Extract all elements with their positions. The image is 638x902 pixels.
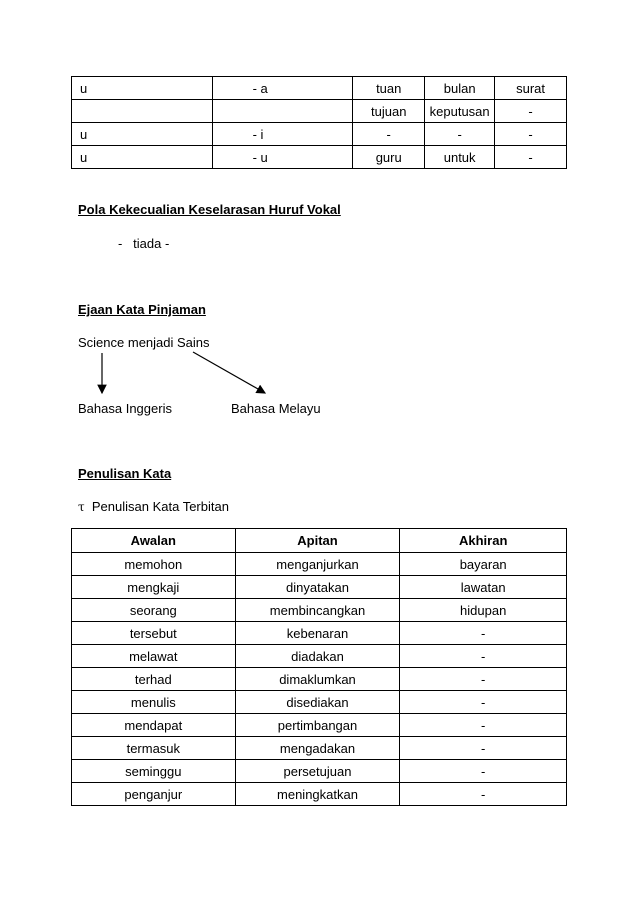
sub-heading: Penulisan Kata Terbitan — [91, 499, 229, 514]
table-row — [72, 691, 567, 714]
table-cell: bayaran — [400, 553, 567, 576]
sub-heading-row — [78, 499, 229, 514]
table-cell: guru — [353, 146, 425, 169]
derivative-words-table — [71, 528, 567, 806]
table-cell: - — [495, 146, 567, 169]
table-row — [72, 783, 567, 806]
exception-item: - tiada - — [118, 236, 170, 251]
table-cell: penganjur — [72, 783, 236, 806]
table-cell: - — [400, 691, 567, 714]
table-header-row — [72, 529, 567, 553]
table-cell: mengadakan — [235, 737, 400, 760]
table-row — [72, 576, 567, 599]
table-row — [72, 599, 567, 622]
table-cell: hidupan — [400, 599, 567, 622]
table-row — [72, 553, 567, 576]
table-cell: seorang — [72, 599, 236, 622]
table-cell: meningkatkan — [235, 783, 400, 806]
table-cell: - — [400, 737, 567, 760]
table-cell: - a — [212, 77, 353, 100]
arrow-diagonal — [193, 352, 265, 393]
table-cell: seminggu — [72, 760, 236, 783]
loanword-heading: Ejaan Kata Pinjaman — [78, 302, 206, 317]
table-cell: mendapat — [72, 714, 236, 737]
header-apitan: Apitan — [235, 529, 400, 553]
table-cell: untuk — [425, 146, 495, 169]
table-cell: keputusan — [425, 100, 495, 123]
table-cell: u — [72, 77, 213, 100]
table-cell: - — [400, 783, 567, 806]
table-cell: - — [425, 123, 495, 146]
table-row — [72, 714, 567, 737]
table-cell: u — [72, 123, 213, 146]
check-icon: τ — [78, 500, 85, 514]
table-cell: menganjurkan — [235, 553, 400, 576]
table-cell: persetujuan — [235, 760, 400, 783]
table-cell: tujuan — [353, 100, 425, 123]
table-cell: - — [400, 645, 567, 668]
table-cell: menulis — [72, 691, 236, 714]
table-cell: dinyatakan — [235, 576, 400, 599]
table-cell: - — [400, 622, 567, 645]
header-akhiran: Akhiran — [400, 529, 567, 553]
table-cell: pertimbangan — [235, 714, 400, 737]
table-cell: - — [495, 123, 567, 146]
table-cell: mengkaji — [72, 576, 236, 599]
table-cell: - i — [212, 123, 353, 146]
table-cell: - u — [212, 146, 353, 169]
table-cell: memohon — [72, 553, 236, 576]
table-row — [72, 645, 567, 668]
table-cell: bulan — [425, 77, 495, 100]
table-cell: dimaklumkan — [235, 668, 400, 691]
table-row — [72, 737, 567, 760]
header-awalan: Awalan — [72, 529, 236, 553]
table-cell: terhad — [72, 668, 236, 691]
table-cell: - — [400, 714, 567, 737]
table-cell: - — [400, 760, 567, 783]
table-cell: lawatan — [400, 576, 567, 599]
table-cell: - — [400, 668, 567, 691]
table-row — [72, 668, 567, 691]
writing-heading: Penulisan Kata — [78, 466, 172, 481]
table-cell: membincangkan — [235, 599, 400, 622]
table-cell: melawat — [72, 645, 236, 668]
table-cell: tuan — [353, 77, 425, 100]
table-row — [72, 622, 567, 645]
table-cell: surat — [495, 77, 567, 100]
table-cell: termasuk — [72, 737, 236, 760]
label-bahasa-melayu: Bahasa Melayu — [231, 401, 321, 416]
table-cell: diadakan — [235, 645, 400, 668]
label-bahasa-inggeris: Bahasa Inggeris — [78, 401, 172, 416]
table-row — [72, 760, 567, 783]
exception-heading: Pola Kekecualian Keselarasan Huruf Vokal — [78, 202, 341, 217]
table-cell: kebenaran — [235, 622, 400, 645]
table-cell: disediakan — [235, 691, 400, 714]
table-cell: tersebut — [72, 622, 236, 645]
table-cell: - — [495, 100, 567, 123]
table-cell: u — [72, 146, 213, 169]
table-cell: - — [353, 123, 425, 146]
loanword-example: Science menjadi Sains — [78, 335, 210, 350]
